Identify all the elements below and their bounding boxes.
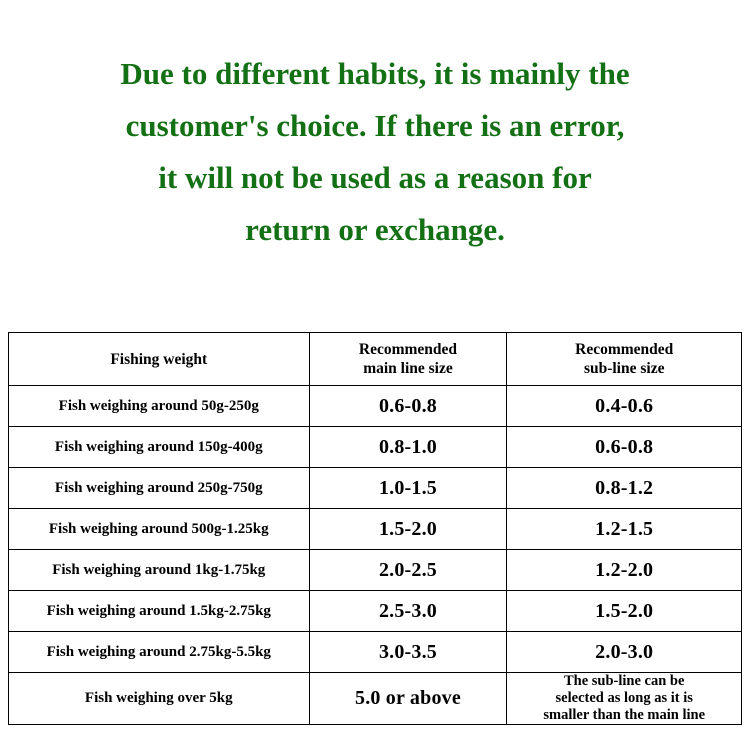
cell-main-line: 2.0-2.5 [309, 550, 507, 591]
page-title [0, 0, 750, 256]
column-header-sub-line [507, 333, 742, 386]
page-title-line: return or exchange. [245, 212, 505, 247]
column-header-main-line [309, 333, 507, 386]
cell-fishing-weight: Fish weighing around 250g-750g [9, 468, 310, 509]
line-size-table [8, 332, 742, 725]
cell-main-line: 1.5-2.0 [309, 509, 507, 550]
cell-fishing-weight: Fish weighing around 500g-1.25kg [9, 509, 310, 550]
cell-sub-line: 1.2-2.0 [507, 550, 742, 591]
page-title-line: Due to different habits, it is mainly the [120, 56, 630, 91]
table-row [9, 386, 742, 427]
table-row [9, 509, 742, 550]
cell-main-line: 5.0 or above [309, 673, 507, 725]
cell-sub-line: 0.4-0.6 [507, 386, 742, 427]
column-header-line: main line size [363, 360, 453, 377]
table-row [9, 673, 742, 725]
page-title-line: customer's choice. If there is an error, [125, 108, 625, 143]
cell-main-line: 0.6-0.8 [309, 386, 507, 427]
cell-sub-line: 2.0-3.0 [507, 632, 742, 673]
column-header-line: Fishing weight [110, 350, 208, 368]
cell-main-line: 0.8-1.0 [309, 427, 507, 468]
cell-sub-line: 1.2-1.5 [507, 509, 742, 550]
cell-sub-line: 1.5-2.0 [507, 591, 742, 632]
table-row [9, 591, 742, 632]
column-header-fishing-weight [9, 333, 310, 386]
page-title-line: it will not be used as a reason for [158, 160, 592, 195]
cell-sub-line: 0.8-1.2 [507, 468, 742, 509]
table-row [9, 427, 742, 468]
cell-fishing-weight: Fish weighing around 150g-400g [9, 427, 310, 468]
cell-fishing-weight: Fish weighing around 2.75kg-5.5kg [9, 632, 310, 673]
table-header-row [9, 333, 742, 386]
note-line: selected as long as it is [555, 690, 693, 706]
column-header-line: sub-line size [583, 360, 665, 377]
cell-sub-line: 0.6-0.8 [507, 427, 742, 468]
table-row [9, 550, 742, 591]
note-line: The sub-line can be [563, 673, 685, 689]
cell-main-line: 1.0-1.5 [309, 468, 507, 509]
cell-fishing-weight: Fish weighing around 1kg-1.75kg [9, 550, 310, 591]
column-header-line: Recommended [358, 341, 458, 358]
note-line: smaller than the main line [543, 707, 706, 723]
cell-main-line: 2.5-3.0 [309, 591, 507, 632]
line-size-table-container [8, 332, 742, 725]
table-row [9, 468, 742, 509]
cell-sub-line-note [507, 673, 742, 725]
cell-main-line: 3.0-3.5 [309, 632, 507, 673]
cell-fishing-weight: Fish weighing around 50g-250g [9, 386, 310, 427]
cell-fishing-weight: Fish weighing over 5kg [9, 673, 310, 725]
table-row [9, 632, 742, 673]
cell-fishing-weight: Fish weighing around 1.5kg-2.75kg [9, 591, 310, 632]
column-header-line: Recommended [575, 341, 674, 358]
